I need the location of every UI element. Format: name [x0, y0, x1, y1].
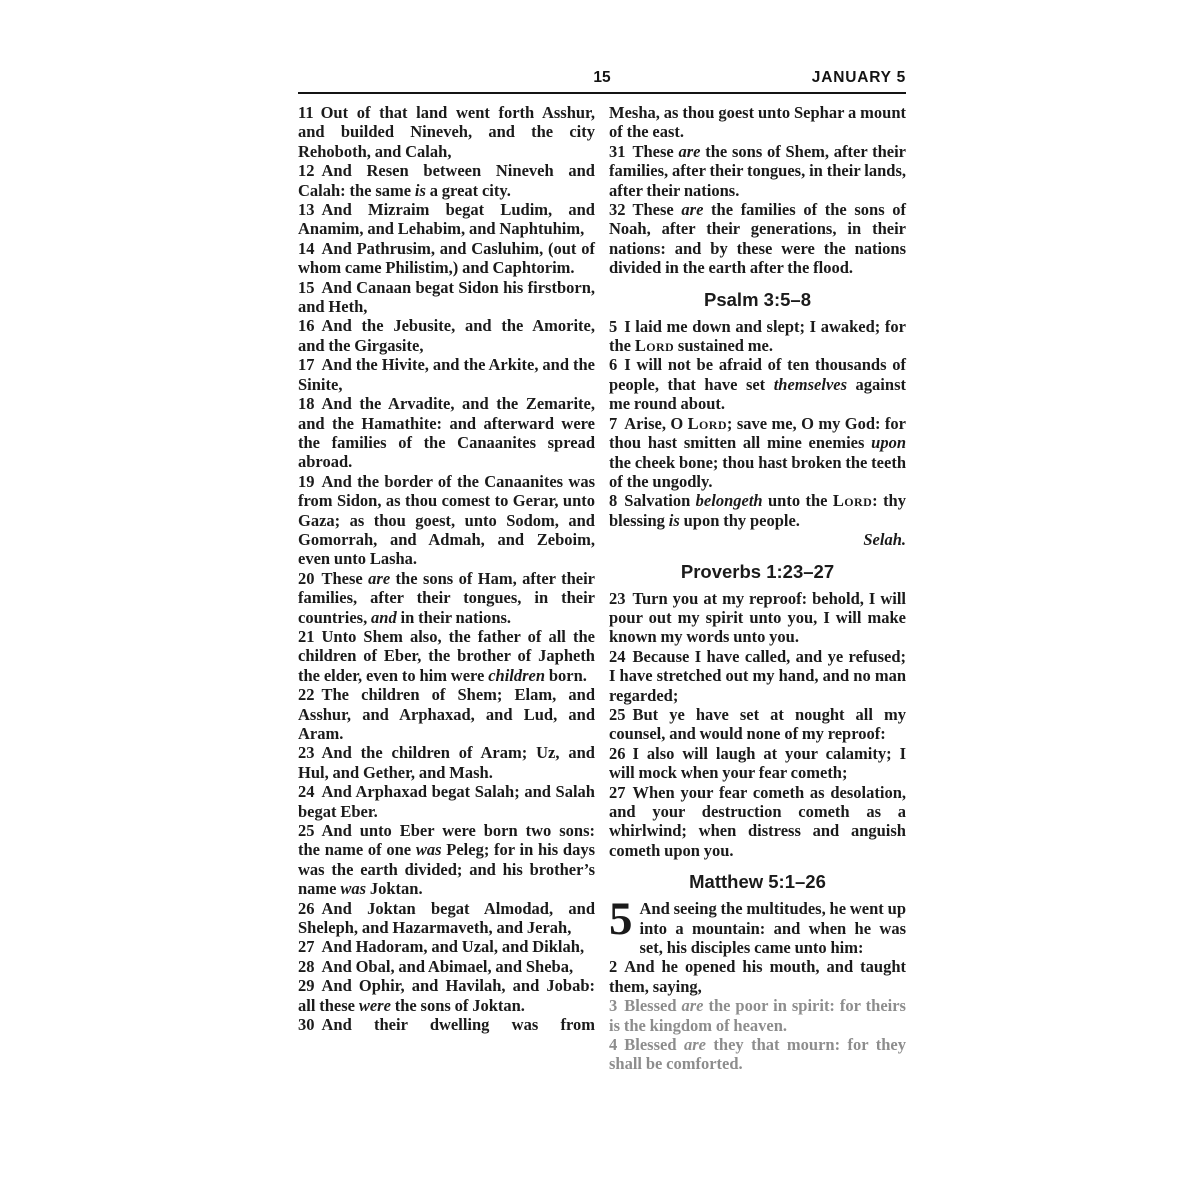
verse-number: 6: [609, 355, 618, 375]
verse: 31 These are the sons of Shem, after their families, after their tongues, in their lands, after their nations.: [609, 141, 906, 200]
verse-number: 27: [298, 937, 315, 957]
verse: 20 These are the sons of Ham, after their families, after their tongues, in their countries, and in their nations.: [298, 568, 596, 627]
verse: 26 I also will laugh at your calamity; I will mock when your fear cometh;: [609, 743, 906, 783]
verse: 15 And Canaan begat Sidon his firstborn, and Heth,: [298, 277, 595, 317]
section-heading: Matthew 5:1–26: [689, 871, 826, 893]
verse: 2 And he opened his mouth, and taught them, saying,: [609, 957, 906, 996]
right-column: [609, 103, 906, 1074]
verse-number: 30: [298, 1015, 315, 1035]
verse-number: 8: [609, 491, 618, 511]
verse-number: 26: [298, 898, 315, 918]
verse-number: 14: [298, 238, 315, 258]
verse-number: 7: [609, 413, 618, 433]
verse: 23 And the children of Aram; Uz, and Hul, and Gether, and Mash.: [298, 743, 595, 782]
verse-number: 31: [609, 141, 626, 161]
verse: 28 And Obal, and Abimael, and Sheba,: [298, 956, 574, 976]
verse: 6 I will not be afraid of ten thousands of people, that have set themselves against me round about.: [609, 355, 906, 414]
verse: 14 And Pathrusim, and Casluhim, (out of whom came Philistim,) and Caphtorim.: [298, 238, 595, 278]
verse: 4 Blessed are they that mourn: for they shall be comforted.: [609, 1035, 906, 1074]
verse-number: 11: [298, 103, 314, 122]
section-heading: Psalm 3:5–8: [704, 288, 811, 310]
divine-name-smallcaps: Lord: [634, 336, 675, 356]
verse: 26 And Joktan begat Almodad, and Sheleph, and Hazarmaveth, and Jerah,: [298, 898, 595, 938]
verse: 23 Turn you at my reproof: behold, I will pour out my spirit unto you, I will make known my words unto you.: [609, 588, 906, 647]
verse: 13 And Mizraim begat Ludim, and Anamim, and Lehabim, and Naphtuhim,: [298, 200, 595, 239]
verse-number: 18: [298, 394, 315, 414]
bible-page: [298, 58, 906, 1074]
verse-number: 25: [298, 821, 315, 841]
verse-number: 20: [298, 568, 315, 588]
verse-number: 24: [298, 782, 315, 802]
verse: 27 When your fear cometh as desolation, and your destruction cometh as a whirlwind; when distress and anguish cometh upon you.: [609, 782, 906, 860]
selah-line: Selah.: [863, 530, 906, 550]
verse-number: 4: [609, 1035, 618, 1055]
verse: 5 And seeing the multitudes, he went up into a mountain: and when he was set, his disciples came unto him:: [609, 893, 906, 958]
verse: 7 Arise, O Lord; save me, O my God: for thou hast smitten all mine enemies upon the cheek bone; thou hast broken the teeth of the ungodly.: [609, 413, 906, 491]
reading-date: JANUARY 5: [811, 69, 906, 86]
verse: 18 And the Arvadite, and the Zemarite, and the Hamathite: and afterward were the families of the Canaanites spread abroad.: [298, 394, 595, 472]
verse: 25 And unto Eber were born two sons: the name of one was Peleg; for in his days was the earth divided; and his brother’s name was Joktan.: [298, 821, 595, 899]
verse: 5 I laid me down and slept; I awaked; for the Lord sustained me.: [609, 316, 906, 356]
divine-name-smallcaps: Lord: [687, 413, 727, 433]
verse-number: 5: [609, 316, 618, 336]
verse: 11 Out of that land went forth Asshur, and builded Nineveh, and the city Rehoboth, and Calah,: [298, 103, 595, 161]
verse: 16 And the Jebusite, and the Amorite, and the Girgasite,: [298, 316, 595, 355]
verse-number: 13: [298, 200, 315, 220]
verse: 21 Unto Shem also, the father of all the children of Eber, the brother of Japheth the elder, even to him were children born.: [298, 626, 595, 685]
page-number: 15: [593, 69, 611, 86]
verse: 8 Salvation belongeth unto the Lord: thy blessing is upon thy people.: [609, 491, 906, 530]
verse: 24 And Arphaxad begat Salah; and Salah begat Eber.: [298, 782, 595, 821]
verse: 3 Blessed are the poor in spirit: for theirs is the kingdom of heaven.: [609, 996, 906, 1035]
verse-number: 21: [298, 626, 315, 646]
verse: 17 And the Hivite, and the Arkite, and the Sinite,: [298, 355, 595, 394]
verse-number: 32: [609, 200, 626, 220]
verse-number: 28: [298, 956, 315, 976]
verse: 30 And their dwelling was from: [298, 1015, 595, 1035]
verse: 19 And the border of the Canaanites was from Sidon, as thou comest to Gerar, unto Gaza; as thou goest, unto Sodom, and Gomorrah, and Admah, and Zeboim, even unto Lasha.: [298, 471, 595, 569]
verse-number: 2: [609, 957, 618, 977]
verse-number: 22: [298, 685, 315, 705]
verse: 32 These are the families of the sons of Noah, after their generations, in their nations: and by these were the nations divided in the earth after the flood.: [609, 200, 907, 278]
verse: 24 Because I have called, and ye refused; I have stretched out my hand, and no man regarded;: [609, 646, 906, 705]
verse-number: 25: [609, 704, 626, 724]
two-column-text: [298, 103, 906, 1074]
verse: 27 And Hadoram, and Uzal, and Diklah,: [298, 937, 585, 957]
verse-number: 23: [298, 743, 315, 763]
verse: 29 And Ophir, and Havilah, and Jobab: all these were the sons of Joktan.: [298, 976, 595, 1015]
verse-number: 3: [609, 996, 618, 1016]
verse-number: 17: [298, 355, 315, 375]
verse-number: 19: [298, 471, 315, 491]
verse-number: 15: [298, 277, 315, 297]
verse: 25 But ye have set at nought all my counsel, and would none of my reproof:: [609, 704, 906, 744]
verse: 12 And Resen between Nineveh and Calah: the same is a great city.: [298, 161, 595, 200]
verse-number: 24: [609, 646, 626, 666]
verse-continuation: Mesha, as thou goest unto Sephar a mount of the east.: [609, 103, 906, 142]
verse-number: 26: [609, 743, 626, 763]
verse-number: 27: [609, 782, 626, 802]
verse-number: 29: [298, 976, 315, 996]
section-heading: Proverbs 1:23–27: [680, 560, 835, 582]
verse-number: 16: [298, 316, 315, 336]
left-column: [298, 103, 595, 1035]
verse-number: 12: [298, 161, 315, 181]
verse: 22 The children of Shem; Elam, and Asshur, and Arphaxad, and Lud, and Aram.: [298, 685, 595, 743]
chapter-number-dropcap: 5: [609, 893, 633, 946]
page-header: [298, 58, 906, 94]
divine-name-smallcaps: Lord: [832, 491, 873, 511]
verse-number: 23: [609, 588, 626, 608]
